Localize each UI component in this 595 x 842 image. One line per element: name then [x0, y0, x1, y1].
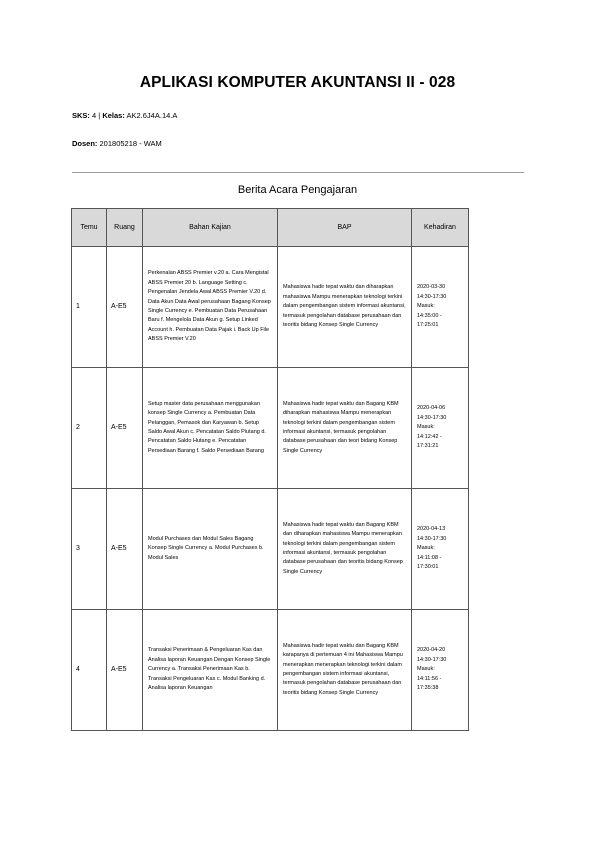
- kehadiran-text: 2020-04-20 14:30-17:30 Masuk: 14:11:56 - 17:35:38: [417, 647, 447, 692]
- bahan-kajian-cell: Setup master data perusahaan menggunakan konsep Single Currency a. Pembuatan Data Pelanggan, Pemasok dan Karyawan b. Setup Saldo Awal Akun c. Pencatatan Saldo Piutang d. Pencatatan Saldo Hutang e. Pencatatan Persediaan Barang f. Saldo Persediaan Barang: [143, 368, 278, 489]
- table-row: [72, 489, 469, 610]
- ruang-cell: A-E5: [107, 368, 143, 489]
- sks-label: SKS:: [72, 111, 90, 120]
- table-row: [72, 247, 469, 368]
- header-bahan-kajian: Bahan Kajian: [143, 209, 278, 247]
- bap-cell: Mahasiswa hadir tepat waktu dan Bagang KBM karapanya di pertemuan 4 ini Mahasiswa Mampu menerapkan menerapkan teknologi terkini dalam pengembangan sistem informasi akuntansi, termasuk pengolahan database perusahaan dan teoritis bidang Konsep Single Currency: [278, 610, 412, 731]
- header-temu: Temu: [72, 209, 107, 247]
- kehadiran-text: 2020-03-30 14:30-17:30 Masuk: 14:35:00 - 17:25:01: [417, 284, 447, 329]
- teaching-record-table: [71, 208, 469, 731]
- lecturer-info: [72, 139, 162, 148]
- page-title: APLIKASI KOMPUTER AKUNTANSI II - 028: [139, 74, 456, 91]
- kehadiran-cell: [412, 247, 469, 368]
- kehadiran-cell: [412, 489, 469, 610]
- header-ruang: Ruang: [107, 209, 143, 247]
- sks-value: 4: [92, 111, 97, 120]
- bap-cell: Mahasiswa hadir tepat waktu dan diharapkan mahasiswa Mampu menerapkan teknologi terkini dalam pengembangan sistem informasi akuntansi, termasuk pengolahan database perusahaan dan teoritis bidang Konsep Single Currency: [278, 247, 412, 368]
- temu-cell: 2: [72, 368, 107, 489]
- ruang-cell: A-E5: [107, 610, 143, 731]
- header-kehadiran: Kehadiran: [412, 209, 469, 247]
- ruang-cell: A-E5: [107, 247, 143, 368]
- temu-cell: 4: [72, 610, 107, 731]
- bap-cell: Mahasiswa hadir tepat waktu dan Bagang KBM diharapkan mahasiswa Mampu menerapkan teknologi terkini dalam pengembangan sistem informasi akuntansi, termasuk pengolahan database perusahaan dan teori bidang Konsep Single Currency: [278, 368, 412, 489]
- table-row: [72, 610, 469, 731]
- bahan-kajian-cell: Modul Purchases dan Modul Sales Bagang Konsep Single Currency a. Modul Purchases b. Modul Sales: [143, 489, 278, 610]
- bahan-kajian-cell: Transaksi Penerimaan & Pengeluaran Kas dan Analisa laporan Keuangan Dengan Konsep Single Currency a. Transaksi Penerimaan Kas b. Transaksi Pengeluaran Kas c. Modul Banking d. Analisa laporan Keuangan: [143, 610, 278, 731]
- bahan-kajian-cell: Perkenalan ABSS Premier v.20 a. Cara Mengistal ABSS Premier 20 b. Language Setting c. Pengenalan Jendela Awal ABSS Premier V.20 d. Data Akun Data Awal perusahaan Bagang Konsep Single Currency e. Pembuatan Data Perusahaan Baru f. Mengelola Data Akun g. Setup Linked Account h. Pembuatan Data Pajak i. Back Up File ABSS Premier V.20: [143, 247, 278, 368]
- table-header-row: [72, 209, 469, 247]
- kehadiran-cell: [412, 610, 469, 731]
- kehadiran-text: 2020-04-13 14:30-17:30 Masuk: 14:11:08 - 17:30:01: [417, 526, 447, 571]
- dosen-value: 201805218 - WAM: [99, 139, 162, 148]
- section-title: Berita Acara Pengajaran: [237, 184, 358, 196]
- header-bap: BAP: [278, 209, 412, 247]
- course-info: SKS: 4 | Kelas: AK2.6J4A.14.A: [72, 111, 178, 120]
- bap-cell: Mahasiswa hadir tepat waktu dan Bagang KBM dan diharapkan mahasiswa Mampu menerapkan teknologi terkini dalam pengembangan sistem informasi akuntansi, termasuk pengolahan database perusahaan dan teoritis bidang Konsep Single Currency: [278, 489, 412, 610]
- table-row: [72, 368, 469, 489]
- kelas-value: AK2.6J4A.14.A: [126, 111, 178, 120]
- ruang-cell: A-E5: [107, 489, 143, 610]
- kehadiran-text: 2020-04-06 14:30-17:30 Masuk: 14:12:42 - 17:31:21: [417, 405, 447, 450]
- temu-cell: 3: [72, 489, 107, 610]
- dosen-label: Dosen:: [72, 139, 98, 148]
- kehadiran-cell: [412, 368, 469, 489]
- divider: [72, 172, 524, 173]
- temu-cell: 1: [72, 247, 107, 368]
- kelas-label: Kelas:: [102, 111, 125, 120]
